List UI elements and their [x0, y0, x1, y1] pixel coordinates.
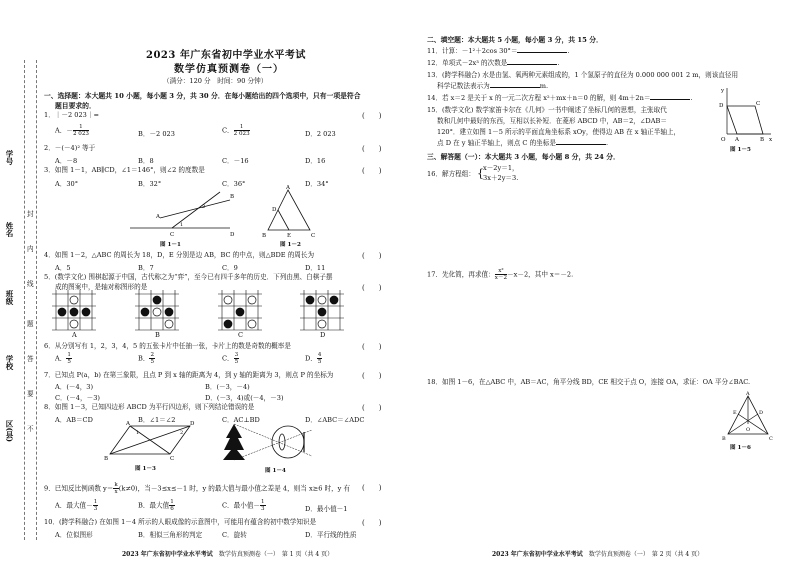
figure-1-1 [130, 188, 240, 240]
q9-answer-slot[interactable]: ( ) [362, 484, 382, 492]
q4-option-d: D．11 [305, 264, 326, 272]
fig1-3-angle-1: 1 [136, 430, 140, 436]
fig1-6-label-c: C [769, 436, 773, 442]
fig1-1-label-c: C [170, 232, 175, 238]
white-stone [224, 296, 232, 304]
q14: 14．若 x＝2 是关于 x 的一元二次方程 x²＋mx＋n＝0 的解，则 4m＋2n＝ . [427, 94, 693, 102]
fig1-3-label-c: C [170, 456, 175, 462]
fig1-5-label-a: A [735, 137, 739, 143]
q15: 15．(数学文化) 数学家笛卡尔在《几何》一书中阐述了坐标几何的思想，主张取代 [427, 106, 667, 114]
q2-answer-slot[interactable]: ( ) [362, 145, 382, 153]
white-stone [70, 320, 78, 328]
footer-left: 2023 年广东省初中学业水平考试 数学仿真预测卷（一） 第 1 页（共 4 页） [122, 551, 334, 558]
section1-header-cont: 题目要求的． [55, 102, 96, 110]
binding-line-inner [36, 60, 37, 540]
q4-stem: 4．如图 1－2，△ABC 的周长为 18，D，E 分别是边 AB，BC 的中点，则△BDE 的周长为 [44, 251, 315, 259]
q2-stem: 2．－(－4)² 等于 [44, 144, 96, 152]
q12: 12．单项式－2x³ 的次数是 . [427, 59, 560, 67]
go-board [135, 290, 179, 330]
q3-option-d: D．34° [305, 180, 329, 188]
side-label-student-id: 学号 [5, 150, 14, 165]
fig1-5-label-b: B [760, 137, 765, 143]
fig1-5-label-c: C [756, 101, 761, 107]
q17: 17．先化简，再求值： $\frac{\text{x²}}{x-2}$ －x－2，其中 x＝－2. [427, 268, 574, 281]
side-label-district: 区(县) [5, 420, 14, 443]
q3-option-c: C．36° [222, 180, 246, 188]
figure-1-2 [262, 186, 322, 238]
fig1-3-label-d: D [190, 421, 195, 427]
section3-header: 三、解答题（一）：本大题共 3 小题，每小题 8 分，共 24 分． [427, 153, 620, 161]
q10-option-a: A．位似图形 [55, 531, 93, 539]
black-stone [306, 296, 314, 304]
q9-option-d: D．最小值－1 [305, 505, 348, 513]
footer-right: 2023 年广东省初中学业水平考试 数学仿真预测卷（一） 第 2 页（共 4 页） [492, 551, 704, 558]
fig1-1-label-d: D [230, 232, 235, 238]
q1-stem: 1．｜－2 023｜= [44, 111, 99, 119]
q15-line3: 120°．建立如图 1－5 所示的平面直角坐标系 xOy，使得边 AB 在 x 轴正半轴上， [437, 128, 681, 136]
figure-1-4 [222, 422, 332, 464]
side-label-name: 姓名 [5, 222, 14, 237]
q16-eq1: x－2y＝1， [483, 164, 519, 172]
q6-option-c: C． $\frac{3}{5}$ [222, 352, 239, 365]
figure-1-6 [722, 392, 774, 442]
black-stone [82, 308, 90, 316]
side-label-class: 班级 [5, 290, 14, 305]
q2-option-b: B．8 [138, 157, 154, 165]
q7-option-b: B．(－3，－4) [205, 383, 250, 391]
fig1-1-line-ab [160, 200, 230, 218]
q8-option-d: D．∠ABC＝∠ADC [305, 416, 365, 424]
q2-option-c: C．－16 [222, 157, 249, 165]
black-stone [141, 308, 149, 316]
q8-stem: 8．如图 1－3，已知四边形 ABCD 为平行四边形，则下列结论错误的是 [44, 403, 255, 411]
section1-header: 一、选择题：本大题共 10 小题，每小题 3 分，共 30 分．在每小题给出的四个选项中，只有一项是符合 [44, 92, 361, 100]
fig1-5-label-o: O [721, 137, 726, 143]
section2-header: 二、填空题：本大题共 5 小题，每小题 3 分，共 15 分． [427, 36, 603, 44]
fig1-5-rhombus [727, 106, 763, 134]
white-stone [153, 308, 161, 316]
eye-icon [272, 426, 304, 458]
q1-option-a: A．－ $\frac{1}{2 023}$ [55, 124, 89, 137]
cut-word: 内 [27, 245, 34, 253]
q1-option-c: C． $\frac{1}{2 023}$ [222, 124, 250, 137]
q9-option-a: A．最大值－ $\frac{1}{3}$ [55, 499, 98, 512]
q8-option-a: A．AB＝CD [55, 416, 93, 424]
fig1-3-angle-2: 2 [180, 430, 184, 436]
q1-answer-slot[interactable]: ( ) [362, 112, 382, 120]
fig1-3-diagonal-ac [110, 426, 190, 454]
q2-option-a: A．－8 [55, 157, 78, 165]
black-stone [153, 296, 161, 304]
q3-stem: 3．如图 1－1，AB∥CD，∠1＝146°，则∠2 的度数是 [44, 166, 205, 174]
fig1-3-label-b: B [104, 456, 109, 462]
cut-word: 不 [27, 425, 34, 433]
q3-answer-slot[interactable]: ( ) [362, 167, 382, 175]
q4-answer-slot[interactable]: ( ) [362, 252, 382, 260]
fig1-2-label-e: E [287, 233, 292, 239]
q16: 16．解方程组： [427, 170, 475, 178]
fig1-1-label-b: B [230, 194, 235, 200]
fig1-6-label-e: E [733, 410, 737, 416]
cut-word: 封 [27, 210, 34, 218]
fig1-2-label-a: A [286, 185, 290, 191]
q5-option-a: A [72, 331, 77, 339]
q7-option-a: A．(－4，3) [55, 383, 94, 391]
black-stone [318, 308, 326, 316]
go-board [218, 290, 262, 330]
black-stone [330, 296, 338, 304]
q15-line2: 数和几何中最好的东西，互相以长补短．在菱形 ABCD 中，AB＝2，∠DAB＝ [437, 117, 667, 125]
q6-option-d: D． $\frac{4}{5}$ [305, 352, 322, 365]
fig1-2-segment-de [278, 210, 289, 230]
q11: 11．计算：－1²＋2cos 30°＝ . [427, 47, 570, 55]
tree-icon [223, 424, 245, 460]
cut-word: 题 [27, 320, 34, 328]
eye-lens-icon [279, 434, 285, 450]
q5-stem: 5．(数学文化) 围棋起源于中国，古代称之为“弈”，至今已有四千多年的历史．下列由黑、白棋子摆 [44, 273, 333, 281]
fig1-3-caption: 图 1－3 [135, 466, 156, 472]
fig1-2-label-c: C [311, 233, 316, 239]
exam-title: 2023 年广东省初中学业水平考试 [146, 50, 306, 61]
white-stone [248, 296, 256, 304]
fig1-6-label-b: B [722, 436, 726, 442]
right-page [397, 0, 794, 567]
q10-option-d: D．平行线的性质 [305, 531, 357, 539]
fig1-2-label-d: D [272, 207, 277, 213]
side-label-school: 学校 [5, 355, 14, 370]
white-stone [248, 320, 256, 328]
q1-option-d: D．2 023 [305, 130, 336, 138]
q16-eq2: 3x＋2y＝3. [483, 174, 519, 182]
q3-option-a: A．30° [55, 180, 79, 188]
fig1-1-angle-1: 1 [180, 222, 184, 228]
q9-option-b: B．最大值 $\frac{1}{6}$ [138, 499, 174, 512]
fig1-1-caption: 图 1－1 [160, 242, 181, 248]
q8-option-b: B．∠1＝∠2 [138, 416, 176, 424]
q8-answer-slot[interactable]: ( ) [362, 404, 382, 412]
q7-stem: 7．已知点 P(a，b) 在第三象限，且点 P 到 x 轴的距离为 4，到 y 轴的距离为 3，则点 P 的坐标为 [44, 371, 334, 379]
q6-option-a: A． $\frac{1}{5}$ [55, 352, 71, 365]
fig1-1-label-a: A [156, 214, 160, 220]
fig1-6-label-a: A [746, 391, 750, 397]
black-stone [70, 308, 78, 316]
white-stone [318, 296, 326, 304]
fig1-6-caption: 图 1－6 [730, 445, 751, 451]
q10-answer-slot[interactable]: ( ) [362, 519, 382, 527]
q2-option-d: D．16 [305, 157, 326, 165]
fig1-5-label-x: x [769, 137, 773, 143]
fig1-5-label-y: y [721, 88, 725, 94]
q6-option-b: B． $\frac{2}{5}$ [138, 352, 155, 365]
white-stone [318, 320, 326, 328]
fig1-6-label-o: O [746, 427, 751, 433]
q6-answer-slot[interactable]: ( ) [362, 343, 382, 351]
q13: 13．(跨学科融合) 水是由氢、氧两种元素组成的，1 个氢原子的直径为 0.000 000 001 2 m，则该直径用 [427, 71, 739, 79]
q16-brace: { [477, 167, 484, 180]
figure-1-3 [100, 420, 200, 460]
fig1-2-caption: 图 1－2 [280, 242, 301, 248]
q1-option-b: B．－2 023 [138, 130, 175, 138]
cut-word: 线 [27, 280, 34, 288]
cut-word: 答 [27, 355, 34, 363]
q10-stem: 10．(跨学科融合) 在如图 1－4 所示的人眼成像的示意图中，可能用有蕴含的初中数学知识是 [44, 518, 317, 526]
q4-option-a: A．5 [55, 264, 71, 272]
go-board [52, 290, 96, 330]
fig1-5-label-d: D [719, 103, 724, 109]
black-stone [165, 308, 173, 316]
binding-line [24, 60, 25, 540]
q5-option-c: C [238, 331, 244, 339]
figure-1-5 [715, 86, 775, 142]
white-stone [165, 320, 173, 328]
q5-stem-cont: 成的图案中，是轴对称图形的是 [55, 283, 148, 291]
q5-option-b: B [155, 331, 160, 339]
black-stone [58, 308, 66, 316]
q10-option-c: C．旋转 [222, 531, 247, 539]
q13-cont: 科学记数法表示为 m. [437, 82, 549, 90]
q7-option-c: C．(－4，－3) [55, 394, 100, 402]
fig1-2-label-b: B [262, 233, 267, 239]
q4-option-b: B．7 [138, 264, 154, 272]
q6-stem: 6．从分别写有 1，2，3，4，5 的五张卡片中任抽一张，卡片上的数是奇数的概率是 [44, 342, 291, 350]
q5-option-d: D [320, 331, 326, 339]
q5-answer-slot[interactable]: ( ) [362, 284, 382, 292]
fig1-4-caption: 图 1－4 [265, 468, 286, 474]
q7-answer-slot[interactable]: ( ) [362, 372, 382, 380]
go-board [300, 290, 344, 330]
fig1-5-caption: 图 1－5 [730, 147, 751, 153]
q8-option-c: C．AC⊥BD [222, 416, 260, 424]
q10-option-b: B．相似三角形的判定 [138, 531, 203, 539]
fig1-1-angle-2: 2 [202, 204, 206, 210]
q3-option-b: B．32° [138, 180, 162, 188]
fig1-6-label-d: D [759, 410, 764, 416]
exam-note: （满分：120 分 时间：90 分钟） [163, 77, 268, 85]
black-stone [224, 320, 232, 328]
cut-word: 要 [27, 390, 34, 398]
q4-option-c: C．9 [222, 264, 238, 272]
q9-option-c: C．最小值－ $\frac{1}{3}$ [222, 499, 265, 512]
q15-line4: 点 D 在 y 轴正半轴上，则点 C 的坐标是 . [437, 139, 609, 147]
q9-stem: 9．已知反比例函数 y＝ $\frac{k}{x}$ (k≠0)，当－3≤x≤－1 时，y 的最大值与最小值之差是 4，则当 x≥6 时，y 有 [44, 482, 351, 495]
q7-option-d: D．(－3，4)或(－4，－3) [205, 394, 284, 402]
black-stone [236, 308, 244, 316]
exam-subtitle: 数学仿真预测卷（一） [174, 64, 284, 75]
fig1-3-label-a: A [126, 421, 130, 427]
q18: 18．如图 1－6，在△ABC 中，AB＝AC，角平分线 BD，CE 相交于点 O，连接 OA，求证：OA 平分∠BAC. [427, 378, 751, 386]
white-stone [70, 296, 78, 304]
